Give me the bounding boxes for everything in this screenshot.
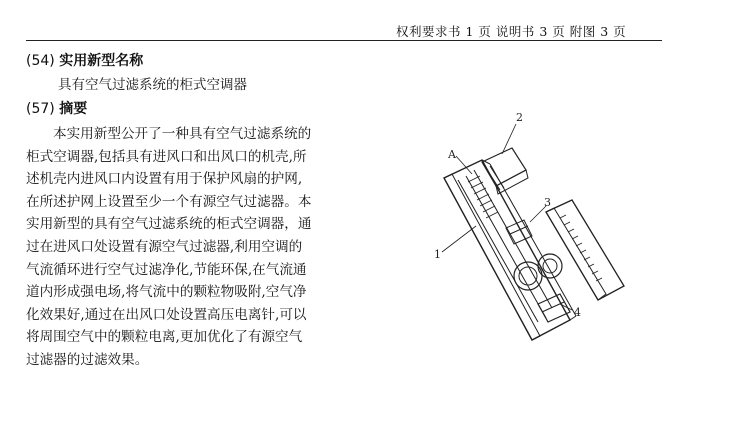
- abstract-line: 实用新型的具有空气过滤系统的柜式空调器，通: [26, 216, 312, 233]
- utility-model-name: 具有空气过滤系统的柜式空调器: [58, 77, 247, 93]
- abstract-heading: [26, 98, 87, 118]
- abstract-line: 过在进风口处设置有源空气过滤器,利用空调的: [26, 238, 303, 255]
- abstract-line: 在所述护网上设置至少一个有源空气过滤器。本: [26, 193, 312, 210]
- abstract-line: 将周围空气中的颗粒电离,更加优化了有源空气: [26, 329, 303, 346]
- model-name-heading-title: 实用新型名称: [59, 53, 144, 69]
- figure-label-4: 4: [574, 306, 581, 319]
- abstract-heading-title: 摘要: [59, 101, 88, 117]
- air-conditioner-drawing: [420, 108, 630, 358]
- abstract-line: 柜式空调器,包括具有进风口和出风口的机壳,所: [26, 148, 307, 165]
- abstract-text: [26, 123, 356, 372]
- abstract-heading-number: (57): [26, 101, 55, 117]
- abstract-line: 道内形成强电场,将气流中的颗粒物吸附,空气净: [26, 284, 307, 301]
- figure-label-2: 2: [516, 111, 523, 124]
- figure-label-3: 3: [544, 196, 551, 209]
- header-rule: [26, 40, 662, 41]
- patent-figure: [420, 108, 630, 358]
- figure-label-a: A: [448, 148, 456, 161]
- figure-label-1: 1: [434, 248, 441, 261]
- model-name-heading-number: (54): [26, 53, 55, 69]
- page-count-header: 权利要求书 1 页 说明书 3 页 附图 3 页: [396, 24, 627, 39]
- abstract-line: 过滤器的过滤效果。: [26, 351, 149, 368]
- abstract-line: 本实用新型公开了一种具有空气过滤系统的: [53, 126, 312, 142]
- abstract-line: 化效果好,通过在出风口处设置高压电离针,可以: [26, 306, 307, 323]
- abstract-line: 气流循环进行空气过滤净化,节能环保,在气流通: [26, 261, 307, 278]
- abstract-line: 述机壳内进风口内设置有用于保护风扇的护网,: [26, 171, 303, 188]
- model-name-heading: [26, 50, 143, 70]
